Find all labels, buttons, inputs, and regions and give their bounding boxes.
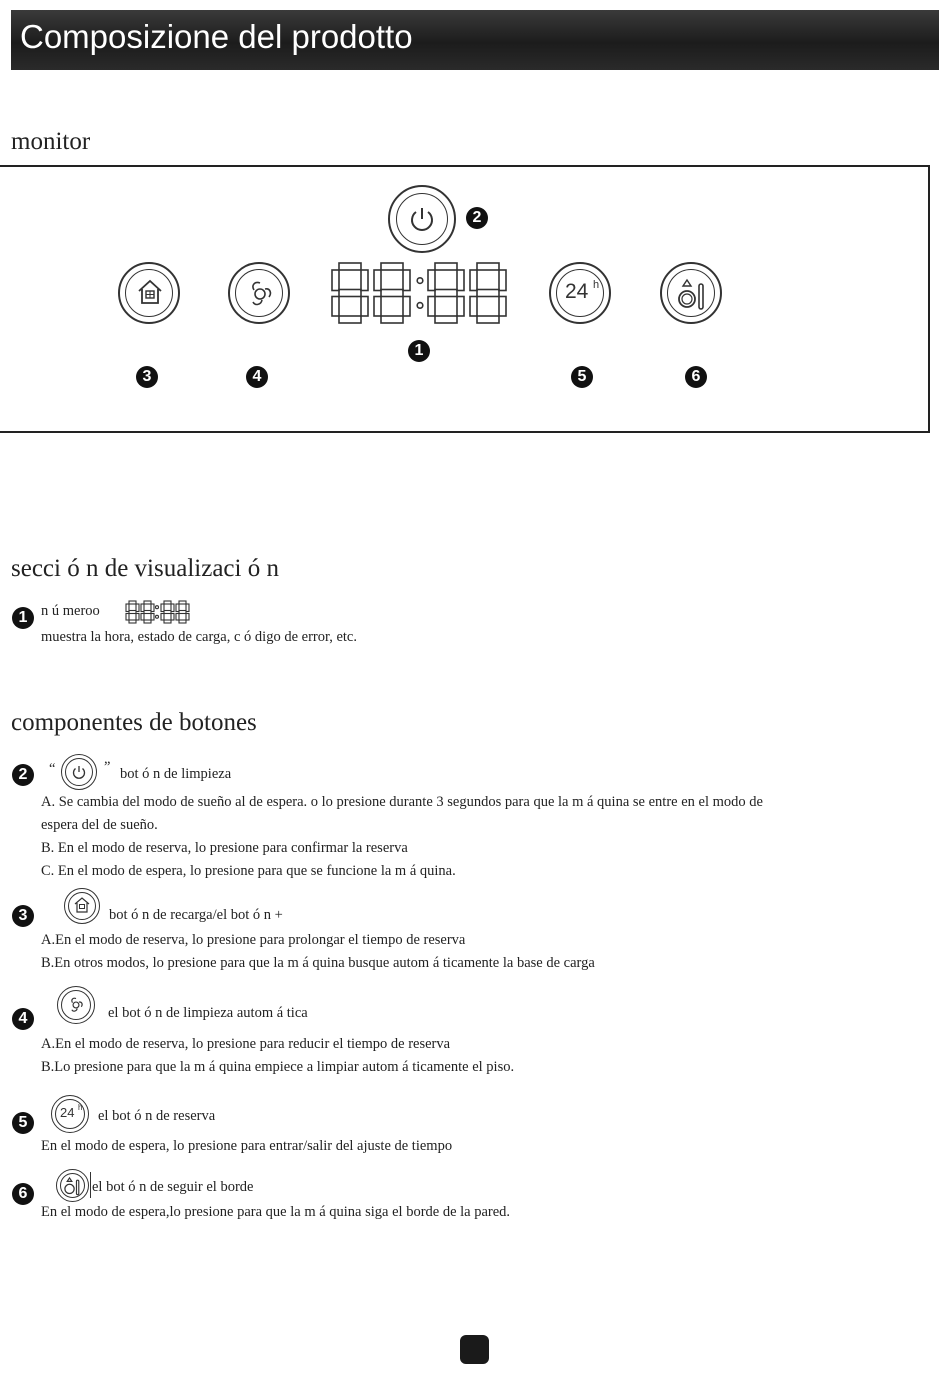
digit-1-h-segment — [129, 611, 136, 614]
segment-display-graphic — [328, 262, 512, 328]
digit-3-v-segment — [171, 604, 174, 612]
item-2-quote-close: ” — [104, 759, 111, 775]
badge-2: 2 — [466, 207, 488, 229]
digit-3-h-segment — [435, 290, 457, 297]
digit-4-v-segment — [186, 614, 189, 621]
digit-1-h-segment — [129, 601, 136, 604]
reserve-24-text: 24 — [565, 280, 589, 303]
item-2-line-4: C. En el modo de espera, lo presione para que se funcione la m á quina. — [41, 863, 456, 879]
item-3-line-1: A.En el modo de reserva, lo presione para prolongar el tiempo de reserva — [41, 932, 466, 948]
item-5-line-1: En el modo de espera, lo presione para entrar/salir del ajuste de tiempo — [41, 1138, 453, 1154]
item-2-badge: 2 — [12, 764, 34, 786]
colon-dot — [417, 303, 423, 309]
item-2-power-icon-button — [61, 754, 97, 790]
edge-clean-button[interactable] — [660, 262, 722, 324]
item-3-home-icon-button — [64, 888, 100, 924]
power-icon — [71, 764, 87, 780]
digit-1-v-segment — [126, 614, 129, 621]
badge-4: 4 — [246, 366, 268, 388]
digit-3-v-segment — [161, 604, 164, 612]
display-section-heading: secci ó n de visualizaci ó n — [11, 555, 279, 582]
item-6-divider — [90, 1172, 91, 1198]
item-2-line-3: B. En el modo de reserva, lo presione para confirmar la reserva — [41, 840, 408, 856]
item-6-label: el bot ó n de seguir el borde — [92, 1179, 254, 1195]
digit-1-v-segment — [136, 614, 139, 621]
item-2-label: bot ó n de limpieza — [120, 766, 232, 782]
digit-4-h-segment — [477, 263, 499, 270]
digit-1-h-segment — [339, 316, 361, 323]
fan-icon — [66, 995, 86, 1015]
colon-dot — [417, 278, 423, 284]
digit-2-h-segment — [381, 290, 403, 297]
digit-3-h-segment — [164, 601, 171, 604]
digit-1-v-segment — [361, 297, 368, 317]
item-6-line-1: En el modo de espera,lo presione para que la m á quina siga el borde de la pared. — [41, 1204, 511, 1220]
page-title: Composizione del prodotto — [20, 18, 413, 55]
digit-3-v-segment — [457, 297, 464, 317]
display-item-desc: muestra la hora, estado de carga, c ó digo de error, etc. — [41, 629, 357, 645]
reserve-24h-button[interactable] — [549, 262, 611, 324]
digit-2-h-segment — [144, 601, 151, 604]
auto-clean-button[interactable] — [228, 262, 290, 324]
digit-4-v-segment — [176, 604, 179, 612]
digit-3-h-segment — [164, 611, 171, 614]
digit-4-v-segment — [470, 297, 477, 317]
digit-2-v-segment — [374, 270, 381, 291]
item-3-badge: 3 — [12, 905, 34, 927]
badge-6: 6 — [685, 366, 707, 388]
badge-1: 1 — [408, 340, 430, 362]
display-item-badge: 1 — [12, 607, 34, 629]
digit-1-h-segment — [129, 620, 136, 623]
home-charge-icon — [73, 896, 91, 914]
reserve-h-text: h — [593, 279, 600, 291]
digit-4-h-segment — [477, 316, 499, 323]
colon-dot — [156, 606, 159, 609]
item-2-line-1: A. Se cambia del modo de sueño al de espera. o lo presione durante 3 segundos para que la m á quina se entre en el modo de — [41, 794, 763, 810]
digit-3-v-segment — [428, 297, 435, 317]
badge-5: 5 — [571, 366, 593, 388]
digit-1-h-segment — [339, 290, 361, 297]
mini-segment-graphic — [124, 600, 192, 626]
colon-dot — [156, 615, 159, 618]
digit-3-v-segment — [161, 614, 164, 621]
page-number-tab — [460, 1335, 489, 1364]
digit-4-v-segment — [470, 270, 477, 291]
digit-4-h-segment — [179, 611, 186, 614]
digit-2-v-segment — [151, 604, 154, 612]
power-button[interactable] — [388, 185, 456, 253]
edge-follow-icon — [62, 1174, 84, 1198]
digit-1-v-segment — [332, 270, 339, 291]
item-5-h-text: h — [78, 1103, 83, 1112]
digit-1-h-segment — [339, 263, 361, 270]
digit-2-v-segment — [403, 297, 410, 317]
item-6-edge-icon-button — [56, 1169, 89, 1202]
digit-4-h-segment — [477, 290, 499, 297]
digit-1-v-segment — [126, 604, 129, 612]
item-3-label: bot ó n de recarga/el bot ó n + — [109, 907, 283, 923]
badge-3: 3 — [136, 366, 158, 388]
digit-3-v-segment — [457, 270, 464, 291]
item-3-line-2: B.En otros modos, lo presione para que la m á quina busque autom á ticamente la base de carga — [41, 955, 595, 971]
item-4-badge: 4 — [12, 1008, 34, 1030]
item-5-reserve-icon-button — [51, 1095, 89, 1133]
digit-2-v-segment — [141, 614, 144, 621]
digit-2-v-segment — [374, 297, 381, 317]
digit-4-v-segment — [499, 270, 506, 291]
digit-4-v-segment — [176, 614, 179, 621]
digit-1-v-segment — [136, 604, 139, 612]
home-button[interactable] — [118, 262, 180, 324]
digit-1-v-segment — [361, 270, 368, 291]
digit-3-v-segment — [428, 270, 435, 291]
item-6-badge: 6 — [12, 1183, 34, 1205]
digit-3-v-segment — [171, 614, 174, 621]
digit-2-h-segment — [381, 263, 403, 270]
edge-follow-icon — [674, 274, 712, 314]
digit-4-h-segment — [179, 620, 186, 623]
item-2-line-2: espera del de sueño. — [41, 817, 158, 833]
item-4-fan-icon-button — [57, 986, 95, 1024]
digit-3-h-segment — [435, 263, 457, 270]
item-4-label: el bot ó n de limpieza autom á tica — [108, 1005, 308, 1021]
buttons-section-heading: componentes de botones — [11, 709, 257, 736]
digit-2-h-segment — [381, 316, 403, 323]
segment-display — [328, 262, 512, 333]
item-5-24-text: 24 — [60, 1105, 75, 1120]
fan-icon — [243, 277, 277, 311]
item-5-label: el bot ó n de reserva — [98, 1108, 216, 1124]
display-item-label: n ú meroo — [41, 603, 100, 619]
digit-2-v-segment — [141, 604, 144, 612]
power-icon — [407, 204, 437, 234]
digit-2-h-segment — [144, 620, 151, 623]
item-4-line-1: A.En el modo de reserva, lo presione para reducir el tiempo de reserva — [41, 1036, 451, 1052]
digit-4-h-segment — [179, 601, 186, 604]
item-2-quote-open: “ — [49, 761, 56, 777]
monitor-heading: monitor — [11, 128, 91, 155]
digit-2-v-segment — [403, 270, 410, 291]
digit-3-h-segment — [435, 316, 457, 323]
digit-4-v-segment — [186, 604, 189, 612]
digit-2-v-segment — [151, 614, 154, 621]
home-charge-icon — [135, 277, 165, 307]
digit-1-v-segment — [332, 297, 339, 317]
digit-2-h-segment — [144, 611, 151, 614]
digit-4-v-segment — [499, 297, 506, 317]
digit-3-h-segment — [164, 620, 171, 623]
item-5-badge: 5 — [12, 1112, 34, 1134]
item-4-line-2: B.Lo presione para que la m á quina empiece a limpiar autom á ticamente el piso. — [41, 1059, 515, 1075]
